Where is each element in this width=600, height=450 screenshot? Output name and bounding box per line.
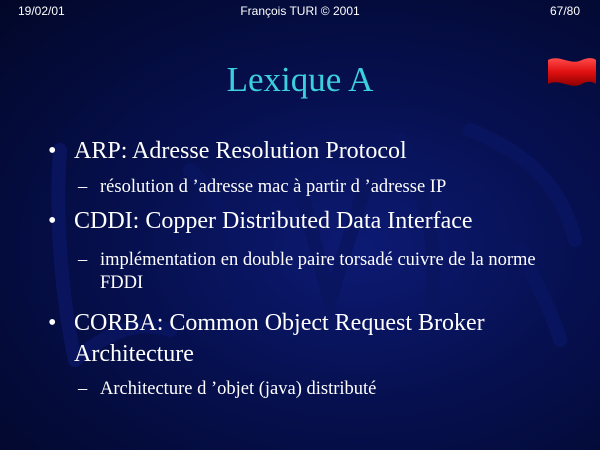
bullet-item xyxy=(48,136,588,167)
bullet-text: ARP: Adresse Resolution Protocol xyxy=(74,138,407,164)
slide-title: Lexique A xyxy=(226,60,374,99)
bullet-marker: • xyxy=(48,208,57,234)
slide-page-number: 67/80 xyxy=(549,4,580,18)
slide-date: 19/02/01 xyxy=(18,4,65,18)
bullet-text: CDDI: Copper Distributed Data Interface xyxy=(74,208,473,234)
bullet-marker: • xyxy=(48,138,57,164)
bullet-marker: • xyxy=(48,310,57,336)
sub-item xyxy=(78,378,578,401)
bullet-item xyxy=(48,206,588,237)
sub-item xyxy=(78,249,538,295)
slide-author: François TURI © 2001 xyxy=(240,4,360,18)
sub-marker: – xyxy=(78,379,88,399)
bullet-text: CORBA: Common Object Request Broker Architecture xyxy=(74,310,485,367)
sub-item xyxy=(78,176,578,199)
sub-text: Architecture d ’objet (java) distributé xyxy=(100,379,377,399)
sub-marker: – xyxy=(78,250,88,270)
sub-text: résolution d ’adresse mac à partir d ’adresse IP xyxy=(100,177,447,197)
sub-marker: – xyxy=(78,177,88,197)
sub-text: implémentation en double paire torsadé cuivre de la norme FDDI xyxy=(100,250,536,293)
bullet-item xyxy=(48,308,548,370)
